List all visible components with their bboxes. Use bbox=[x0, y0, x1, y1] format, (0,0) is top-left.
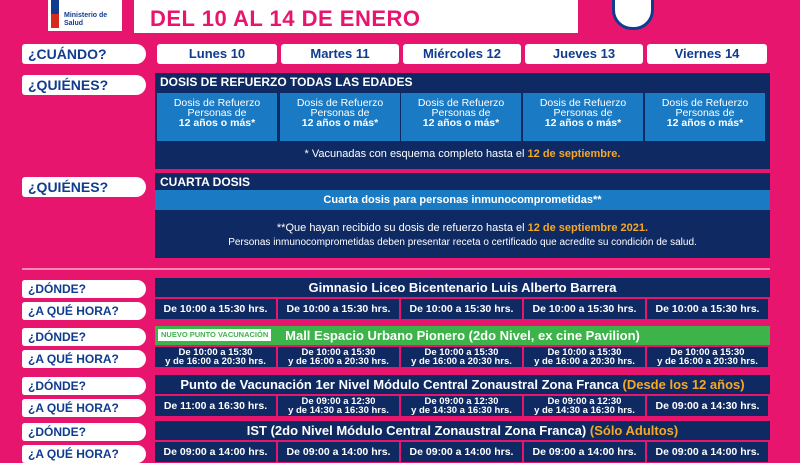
time-cell bbox=[401, 442, 522, 462]
time-line: y de 16:00 a 20:30 hrs. bbox=[657, 356, 758, 367]
time-line: De 09:00 a 14:00 hrs. bbox=[286, 446, 391, 458]
time-cell bbox=[524, 396, 645, 416]
refuerzo-cell bbox=[157, 93, 277, 141]
label-a-que-hora: ¿A QUÉ HORA? bbox=[22, 445, 146, 463]
time-line: De 11:00 a 16:30 hrs. bbox=[163, 400, 268, 412]
flag-icon bbox=[51, 0, 59, 28]
refuerzo-cell bbox=[401, 93, 521, 141]
time-line: y de 14:30 a 16:30 hrs. bbox=[534, 405, 635, 416]
cuarta-title: CUARTA DOSIS bbox=[160, 175, 250, 189]
label-a-que-hora: ¿A QUÉ HORA? bbox=[22, 302, 146, 320]
location-bar bbox=[155, 278, 770, 297]
time-line: y de 16:00 a 20:30 hrs. bbox=[411, 356, 512, 367]
time-line: De 10:00 a 15:30 hrs. bbox=[163, 303, 268, 315]
time-cell bbox=[647, 442, 768, 462]
time-cell bbox=[278, 299, 399, 319]
refuerzo-cell bbox=[523, 93, 643, 141]
refuerzo-cell-line: Dosis de Refuerzo bbox=[417, 97, 505, 109]
label-donde: ¿DÓNDE? bbox=[22, 328, 146, 346]
location-name: Mall Espacio Urbano Pionero (2do Nivel, ex cine Pavilion) bbox=[285, 328, 640, 343]
hand-icon bbox=[612, 0, 654, 30]
time-cell bbox=[401, 396, 522, 416]
time-line: y de 14:30 a 16:30 hrs. bbox=[411, 405, 512, 416]
label-cuando: ¿CUÁNDO? bbox=[22, 44, 146, 64]
refuerzo-cell-line: 12 años o más* bbox=[301, 117, 379, 129]
refuerzo-cell-line: Personas de bbox=[187, 107, 247, 119]
refuerzo-cell-line: 12 años o más* bbox=[544, 117, 622, 129]
refuerzo-cell-line: 12 años o más* bbox=[666, 117, 744, 129]
time-line: De 10:00 a 15:30 hrs. bbox=[409, 303, 514, 315]
refuerzo-cell-line: Dosis de Refuerzo bbox=[539, 97, 627, 109]
refuerzo-cell-line: Dosis de Refuerzo bbox=[173, 97, 261, 109]
location-bar bbox=[155, 375, 770, 394]
time-line: De 09:00 a 14:30 hrs. bbox=[655, 400, 760, 412]
time-cell bbox=[278, 347, 399, 367]
time-cell bbox=[647, 299, 768, 319]
label-a-que-hora: ¿A QUÉ HORA? bbox=[22, 350, 146, 368]
label-quienes-2: ¿QUIÉNES? bbox=[22, 177, 146, 197]
refuerzo-cell-line: Dosis de Refuerzo bbox=[661, 97, 749, 109]
time-cell bbox=[647, 347, 768, 367]
location-name: Gimnasio Liceo Bicentenario Luis Alberto Barrera bbox=[308, 280, 617, 295]
time-cell bbox=[524, 347, 645, 367]
time-line: De 10:00 a 15:30 bbox=[547, 347, 622, 358]
time-line: De 10:00 a 15:30 hrs. bbox=[286, 303, 391, 315]
location-name: IST (2do Nivel Módulo Central Zonaustral Zona Franca) bbox=[246, 423, 587, 438]
time-cell bbox=[155, 347, 276, 367]
cuarta-note2: Personas inmunocomprometidas deben presentar receta o certificado que acredite su condición de salud. bbox=[228, 237, 697, 248]
time-cell bbox=[155, 299, 276, 319]
day-thursday: Jueves 13 bbox=[525, 44, 643, 64]
ministry-name: Ministerio de Salud bbox=[64, 12, 108, 27]
time-line: De 10:00 a 15:30 hrs. bbox=[655, 303, 760, 315]
location-note: (Desde los 12 años) bbox=[622, 377, 745, 392]
refuerzo-cell-line: 12 años o más* bbox=[178, 117, 256, 129]
refuerzo-cell-line: Dosis de Refuerzo bbox=[296, 97, 384, 109]
location-name: Punto de Vacunación 1er Nivel Módulo Central Zonaustral Zona Franca bbox=[180, 377, 619, 392]
cuarta-note: **Que hayan recibido su dosis de refuerzo hasta el 12 de septiembre 2021. bbox=[276, 222, 649, 234]
location-bar bbox=[155, 326, 770, 345]
time-line: De 09:00 a 12:30 bbox=[424, 396, 499, 407]
time-cell bbox=[278, 396, 399, 416]
time-line: De 09:00 a 14:00 hrs. bbox=[409, 446, 514, 458]
refuerzo-cell-line: Personas de bbox=[310, 107, 370, 119]
time-line: De 10:00 a 15:30 bbox=[424, 347, 499, 358]
time-line: De 10:00 a 15:30 bbox=[670, 347, 745, 358]
time-line: De 10:00 a 15:30 bbox=[178, 347, 253, 358]
refuerzo-cell bbox=[645, 93, 765, 141]
time-cell bbox=[401, 347, 522, 367]
time-line: De 09:00 a 12:30 bbox=[547, 396, 622, 407]
time-line: y de 16:00 a 20:30 hrs. bbox=[165, 356, 266, 367]
time-line: De 09:00 a 14:00 hrs. bbox=[655, 446, 760, 458]
time-line: De 10:00 a 15:30 hrs. bbox=[532, 303, 637, 315]
time-cell bbox=[401, 299, 522, 319]
time-line: y de 16:00 a 20:30 hrs. bbox=[534, 356, 635, 367]
new-point-badge: NUEVO PUNTO VACUNACIÓN bbox=[158, 329, 271, 341]
time-line: De 09:00 a 12:30 bbox=[301, 396, 376, 407]
refuerzo-cell-line: Personas de bbox=[675, 107, 735, 119]
time-cell bbox=[524, 442, 645, 462]
label-donde: ¿DÓNDE? bbox=[22, 377, 146, 395]
time-cell bbox=[524, 299, 645, 319]
label-quienes-1: ¿QUIÉNES? bbox=[22, 75, 146, 95]
time-line: De 10:00 a 15:30 bbox=[301, 347, 376, 358]
refuerzo-title: DOSIS DE REFUERZO TODAS LAS EDADES bbox=[160, 75, 413, 89]
time-line: De 09:00 a 14:00 hrs. bbox=[532, 446, 637, 458]
label-a-que-hora: ¿A QUÉ HORA? bbox=[22, 399, 146, 417]
time-cell bbox=[647, 396, 768, 416]
divider bbox=[22, 268, 770, 270]
refuerzo-cell-line: Personas de bbox=[431, 107, 491, 119]
time-line: y de 16:00 a 20:30 hrs. bbox=[288, 356, 389, 367]
refuerzo-cell-line: 12 años o más* bbox=[422, 117, 500, 129]
time-line: y de 14:30 a 16:30 hrs. bbox=[288, 405, 389, 416]
day-monday: Lunes 10 bbox=[157, 44, 277, 64]
cuarta-subtitle: Cuarta dosis para personas inmunocomprometidas** bbox=[155, 190, 770, 210]
refuerzo-cell-line: Personas de bbox=[553, 107, 613, 119]
refuerzo-cell bbox=[280, 93, 400, 141]
label-donde: ¿DÓNDE? bbox=[22, 280, 146, 298]
time-line: De 09:00 a 14:00 hrs. bbox=[163, 446, 268, 458]
time-cell bbox=[155, 442, 276, 462]
location-bar bbox=[155, 421, 770, 440]
time-cell bbox=[278, 442, 399, 462]
day-friday: Viernes 14 bbox=[647, 44, 767, 64]
day-tuesday: Martes 11 bbox=[281, 44, 399, 64]
refuerzo-note: * Vacunadas con esquema completo hasta el 12 de septiembre. bbox=[304, 148, 621, 160]
time-cell bbox=[155, 396, 276, 416]
page-title: DEL 10 AL 14 DE ENERO bbox=[150, 6, 421, 31]
label-donde: ¿DÓNDE? bbox=[22, 423, 146, 441]
location-note: (Sólo Adultos) bbox=[589, 423, 679, 438]
day-wednesday: Miércoles 12 bbox=[403, 44, 521, 64]
